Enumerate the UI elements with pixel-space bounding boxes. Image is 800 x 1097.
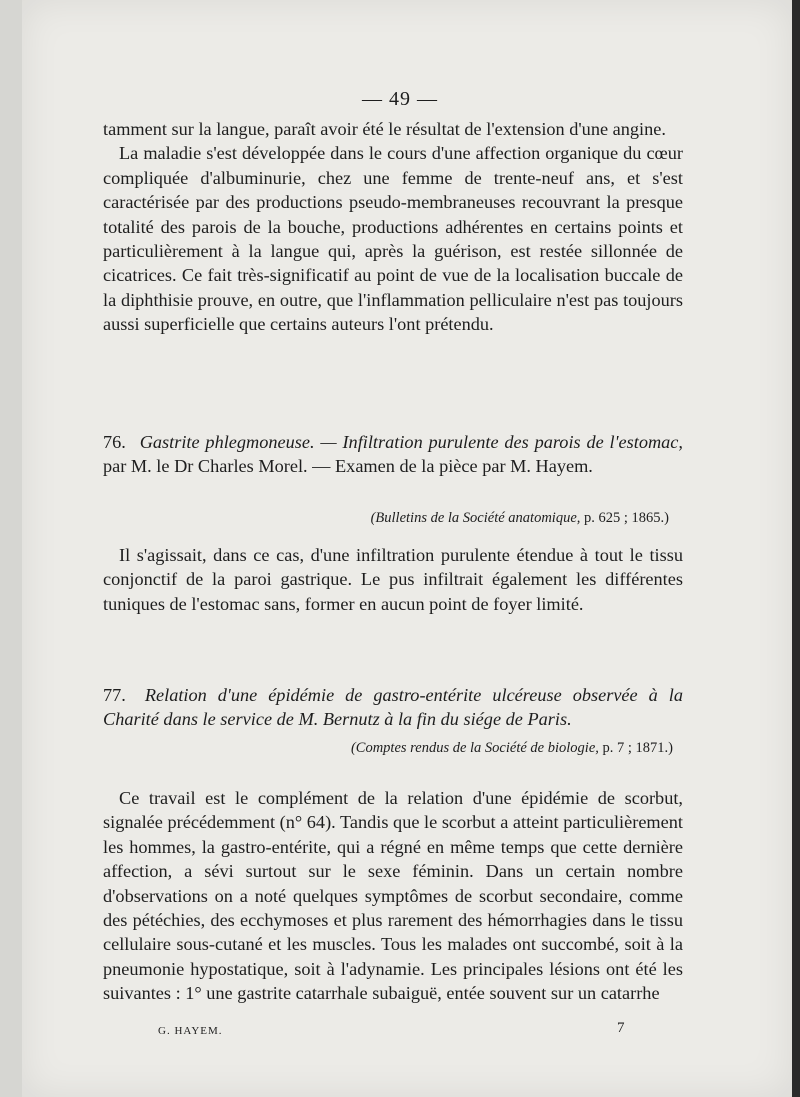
entry-76-source [103,510,683,527]
footer-author: G. HAYEM. [158,1025,223,1037]
intro-continuation: tamment sur la langue, paraît avoir été le résultat de l'extension d'une angine. [103,119,666,139]
entry-body: Il s'agissait, dans ce cas, d'une infiltration purulente étendue à tout le tissu conjonctif de la paroi gastrique. Le pus infiltrait également les différentes tuniques de l'estomac sans, former en aucun point de foyer limité. [103,545,683,614]
entry-76-heading [103,430,683,479]
source-page: p. 625 ; 1865.) [584,510,669,526]
entry-body: Ce travail est le complément de la relation d'une épidémie de scorbut, signalée précédemment (n° 64). Tandis que le scorbut a atteint particulièrement les hommes, la gastro-entérite, qui a régné en même temps que cette dernière affection, a sévi surtout sur le sexe féminin. Dans un certain nombre d'observations on a noté quelques symptômes de scorbut secondaire, comme des pétéchies, des ecchymoses et plus rarement des hémorrhagies dans le tissu cellulaire sous-cutané et les muscles. Tous les malades ont succombé, soit à la pneumonie hypostatique, soit à l'adynamie. Les principales lésions ont été les suivantes : 1° une gastrite catarrhale subaiguë, entée souvent sur un catarrhe [103,788,683,1004]
entry-author: par M. le Dr Charles Morel. — Examen de la pièce par M. Hayem. [103,456,593,477]
entry-77-source [103,740,683,757]
entry-number: 76. [103,432,126,452]
entry-number: 77. [103,685,126,705]
source-journal: (Bulletins de la Société anatomique, [370,510,581,526]
source-page: p. 7 ; 1871.) [602,740,673,756]
page-margin-left [0,0,22,1097]
entry-77-heading [103,683,683,732]
entry-77-body [103,786,683,1006]
source-journal: (Comptes rendus de la Société de biologie, [350,740,599,756]
entry-title: Relation d'une épidémie de gastro-entérite ulcéreuse observée à la Charité dans le service de M. Bernutz à la fin du siége de Paris. [103,685,683,730]
footer-signature: 7 [617,1020,625,1036]
intro-paragraphs [103,117,683,337]
page-number: — 49 — [362,88,438,110]
entry-76-body [103,543,683,616]
page-edge-right [792,0,800,1097]
intro-paragraph: La maladie s'est développée dans le cours d'une affection organique du cœur compliquée d'albuminurie, chez une femme de trente-neuf ans, et s'est caractérisée par des productions pseudo-membraneuses recouvrant la presque totalité des parois de la bouche, productions adhérentes en certains points et particulièrement à la langue qui, après la guérison, est restée sillonnée de cicatrices. Ce fait très-significatif au point de vue de la localisation buccale de la diphthisie prouve, en outre, que l'inflammation pelliculaire n'est pas toujours aussi superficielle que certains auteurs l'ont prétendu. [103,143,683,335]
entry-title: Gastrite phlegmoneuse. — Infiltration purulente des parois de l'estomac, [139,432,683,452]
